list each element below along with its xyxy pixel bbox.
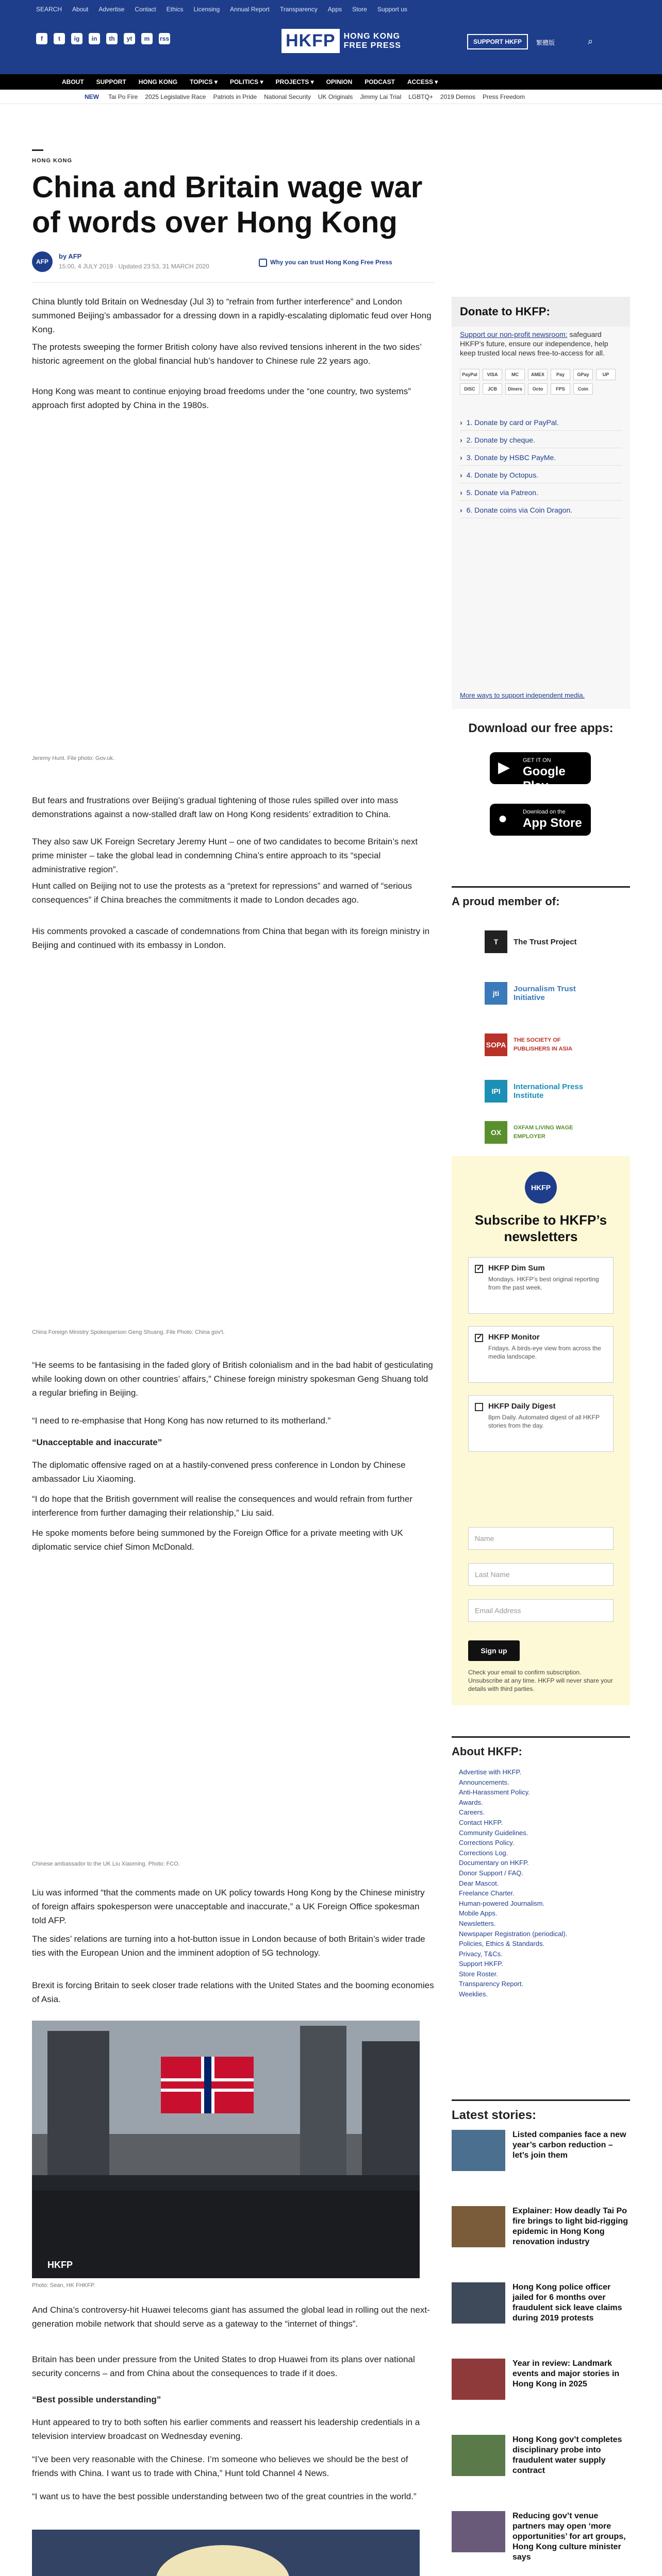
google-play-big: Google Play [523, 765, 566, 793]
story-title[interactable]: Hong Kong police officer jailed for 6 months over fraudulent sick leave claims during 2019 protests [512, 2283, 622, 2323]
newsletter-name: HKFP Daily Digest [488, 1402, 556, 1411]
article-byline [32, 246, 434, 277]
topic-ticker [0, 90, 662, 104]
google-pay-icon: GPay [573, 369, 593, 380]
article-paragraph: And China’s controversy-hit Huawei telecoms giant has assumed the global lead in rolling out the next-generation mobile network that should serve as a gateway to the “internet of things”. [32, 2305, 430, 2329]
article-subheading: “Unacceptable and inaccurate” [32, 1437, 162, 1447]
donate-option[interactable]: › 5. Donate via Patreon. [460, 483, 622, 501]
ticker-item[interactable]: National Security [264, 93, 311, 100]
amex-icon: AMEX [528, 369, 548, 380]
donate-intro-link[interactable]: Support our non-profit newsroom: [460, 330, 568, 338]
about-link[interactable]: Weeklies. [459, 1990, 488, 1998]
nav-item-topics[interactable]: TOPICS ▾ [190, 78, 218, 86]
article-paragraph: “I need to re-emphasise that Hong Kong has now returned to its motherland.” [32, 1416, 331, 1426]
sopa-icon: SOPA [485, 1033, 507, 1056]
checkbox-unchecked[interactable] [475, 1403, 483, 1411]
latest-story[interactable] [452, 2204, 630, 2258]
logo-tagline-line-2: FREE PRESS [343, 41, 401, 50]
checkbox-checked[interactable] [475, 1265, 483, 1273]
utility-link-apps[interactable]: Apps [327, 6, 342, 13]
newsletter-desc: Mondays. HKFP’s best original reporting from the past week. [488, 1276, 599, 1291]
ticker-item[interactable]: Patriots in Pride [213, 93, 257, 100]
apple-icon: ● [498, 810, 508, 827]
play-icon: ▶ [498, 759, 510, 776]
member-name: OXFAM LIVING WAGE EMPLOYER [514, 1125, 573, 1140]
about-link[interactable]: Careers. [459, 1808, 485, 1817]
latest-story[interactable] [452, 2128, 630, 2181]
member-name: Journalism Trust Initiative [514, 985, 576, 1002]
logo-tagline-line-1: HONG KONG [343, 31, 401, 41]
paypal-icon: PayPal [460, 369, 479, 380]
member-logo[interactable] [485, 1118, 598, 1147]
nav-item-support[interactable]: SUPPORT [96, 78, 126, 86]
email-input[interactable]: Email Address [468, 1599, 614, 1622]
story-thumbnail[interactable] [452, 2511, 505, 2552]
member-logo[interactable] [485, 1077, 598, 1106]
about-link[interactable]: Corrections Policy. [459, 1839, 515, 1847]
photo-watermark: HKFP [47, 2260, 73, 2270]
main-nav [0, 74, 662, 90]
coin-icon: Coin [573, 383, 593, 395]
article-category[interactable]: HONG KONG [32, 158, 73, 164]
more-ways-link[interactable]: More ways to support independent media. [460, 691, 585, 699]
about-link[interactable]: Documentary on HKFP. [459, 1859, 529, 1867]
site-logo[interactable] [282, 29, 401, 53]
google-play-small: GET IT ON [523, 757, 551, 764]
donate-option[interactable]: › 2. Donate by cheque. [460, 431, 622, 448]
newsletter-desc: 8pm Daily. Automated digest of all HKFP stories from the day. [488, 1414, 600, 1429]
member-name: International Press Institute [514, 1082, 584, 1100]
article-paragraph: The protests sweeping the former British colony have also revived tensions inherent in the two sides’ historic agreement on the global financial hub’s handover to Chinese rule 22 years ago. [32, 342, 422, 366]
about-link[interactable]: Community Guidelines. [459, 1828, 528, 1837]
donate-option[interactable]: › 1. Donate by card or PayPal. [460, 413, 622, 431]
checkbox-checked[interactable] [475, 1334, 483, 1342]
fps-icon: FPS [551, 383, 570, 395]
signup-button[interactable]: Sign up [468, 1640, 520, 1661]
article-subheading: “Best possible understanding” [32, 2395, 161, 2404]
newsletter-fine-print: Check your email to confirm subscription. Unsubscribe at any time. HKFP will never share your details with third parties. [468, 1669, 613, 1692]
google-play-button[interactable] [490, 752, 591, 793]
donate-option[interactable]: › 3. Donate by HSBC PayMe. [460, 448, 622, 466]
newsletter-option[interactable] [468, 1395, 614, 1452]
newsletter-desc: Fridays. A birds-eye view from across the media landscape. [488, 1345, 601, 1360]
jcb-icon: JCB [483, 383, 502, 395]
rss-icon[interactable]: rss [159, 33, 170, 44]
about-link[interactable]: Donor Support / FAQ. [459, 1869, 524, 1877]
latest-story[interactable] [452, 2280, 630, 2334]
about-link[interactable]: Advertise with HKFP. [459, 1768, 522, 1776]
name-input[interactable]: Name [468, 1527, 614, 1550]
nav-item-hong-kong[interactable]: HONG KONG [138, 78, 178, 86]
utility-link-ethics[interactable]: Ethics [166, 6, 184, 13]
article-paragraph: Hunt called on Beijing not to use the protests as a “pretext for repressions” and warned of “serious consequences” if China breaches the commitments it made to London decades ago. [32, 881, 412, 905]
article-headline: China and Britain wage war of words over Hong Kong [32, 171, 423, 239]
support-hkfp-button[interactable]: SUPPORT HKFP [467, 34, 528, 49]
article-paragraph: Hunt appeared to try to both soften his earlier comments and reassert his leadership credentials in a television interview broadcast on Wednesday evening. [32, 2417, 420, 2441]
about-link[interactable]: Anti-Harassment Policy. [459, 1788, 530, 1797]
story-title[interactable]: Reducing gov’t venue partners may open ‘more opportunities’ for art groups, Hong Kong culture minister says [512, 2512, 626, 2562]
about-title: About HKFP: [452, 1736, 630, 1758]
article-paragraph: Liu was informed “that the comments made on UK policy towards Hong Kong by the Chinese ministry of foreign affairs spokesperson were unacceptable and inaccurate,” a UK Foreign Office spokesman told AFP. [32, 1888, 425, 1925]
about-link[interactable]: Corrections Log. [459, 1849, 508, 1857]
logo-tagline [344, 32, 401, 50]
byline-divider [32, 282, 434, 283]
trust-link[interactable] [259, 259, 392, 267]
latest-story[interactable] [452, 2433, 630, 2486]
article-photo-liu [32, 1566, 420, 1855]
about-link[interactable]: Newspaper Registration (periodical). [459, 1929, 568, 1938]
latest-story[interactable] [452, 2509, 630, 2563]
about-link[interactable]: Freelance Charter. [459, 1889, 515, 1897]
utility-link-licensing[interactable]: Licensing [193, 6, 220, 13]
about-link[interactable]: Newsletters. [459, 1919, 496, 1927]
photo-caption: Photo: Sean, HK FHKFP. [32, 2282, 95, 2289]
donate-intro [460, 330, 622, 358]
utility-link-search[interactable]: SEARCH [36, 6, 62, 13]
donate-title: Donate to HKFP: [452, 297, 630, 327]
utility-link-about[interactable]: About [72, 6, 89, 13]
oxfam-icon: OX [485, 1121, 507, 1144]
last-name-input[interactable]: Last Name [468, 1563, 614, 1586]
nav-item-politics[interactable]: POLITICS ▾ [229, 78, 263, 86]
about-link[interactable]: Policies, Ethics & Standards. [459, 1940, 545, 1948]
donate-options [460, 413, 622, 518]
app-store-button[interactable] [490, 804, 591, 836]
category-rule [32, 149, 43, 151]
member-logo[interactable] [485, 927, 598, 956]
photo-caption: Chinese ambassador to the UK Liu Xiaoming. Photo: FCO. [32, 1861, 180, 1867]
about-link[interactable]: Support HKFP. [459, 1960, 503, 1968]
latest-story[interactable] [452, 2357, 630, 2410]
article-paragraph: He spoke moments before being summoned by the Foreign Office for a private meeting with UK diplomatic service chief Simon McDonald. [32, 1528, 403, 1552]
article-dates: 15:00, 4 JULY 2019 · Updated 23:53, 31 MARCH 2020 [59, 263, 209, 270]
ticker-item[interactable]: Tai Po Fire [108, 93, 138, 100]
about-link[interactable]: Contact HKFP. [459, 1818, 503, 1826]
unionpay-icon: UP [596, 369, 616, 380]
mastercard-icon: MC [505, 369, 525, 380]
twitter-icon[interactable]: t [54, 33, 65, 44]
youtube-icon[interactable]: yt [124, 33, 135, 44]
article-paragraph: They also saw UK Foreign Secretary Jeremy Hunt – one of two candidates to become Britain’s next prime minister – take the global lead in condemning China’s entire approach to its “special administrative region”. [32, 837, 418, 874]
member-name: The Trust Project [514, 937, 577, 946]
author-avatar[interactable]: AFP [32, 251, 53, 272]
ticker-item[interactable]: 2025 Legislative Race [145, 93, 206, 100]
trust-project-icon: T [485, 930, 507, 953]
apple-pay-icon: Pay [551, 369, 570, 380]
article-paragraph: China bluntly told Britain on Wednesday (Jul 3) to “refrain from further interference” and London summoned Beijing’s ambassador for a dressing down in a rapidly-escalating diplomatic feud over Hong Kong. [32, 297, 432, 334]
instagram-icon[interactable]: ig [71, 33, 82, 44]
member-logo[interactable] [485, 979, 598, 1008]
article-paragraph: “I do hope that the British government will realise the consequences and would refrain from further interference from further damaging their relationship,” Liu said. [32, 1494, 413, 1518]
article-paragraph: “I want us to have the best possible understanding between two of the great countries in the world.” [32, 2492, 417, 2501]
social-icons [36, 33, 170, 44]
ticker-item[interactable]: 2019 Demos [440, 93, 475, 100]
johnson-photo-graphic [32, 2530, 420, 2576]
article-paragraph: Hong Kong was meant to continue enjoying broad freedoms under the “one country, two systems” approach first adopted by China in the 1980s. [32, 386, 411, 410]
about-link[interactable]: Announcements. [459, 1778, 509, 1786]
app-store-small: Download on the [523, 809, 566, 815]
masthead [0, 18, 662, 74]
utility-link-store[interactable]: Store [352, 6, 367, 13]
hkfp-seal-icon: HKFP [525, 1172, 557, 1204]
nav-item-podcast[interactable]: PODCAST [365, 78, 395, 86]
nav-item-access[interactable]: ACCESS ▾ [407, 78, 438, 86]
ipi-icon: IPI [485, 1080, 507, 1103]
about-link[interactable]: Dear Mascot. [459, 1879, 499, 1887]
story-title[interactable]: Listed companies face a new year’s carbon reduction – let’s join them [512, 2130, 626, 2160]
search-icon[interactable]: ⌕ [588, 36, 593, 46]
article-paragraph: But fears and frustrations over Beijing’s gradual tightening of those rules spilled over into mass demonstrations against a now-stalled draft law on Hong Kong residents’ extradition to China. [32, 795, 399, 819]
article-paragraph: The diplomatic offensive raged on at a hastily-convened press conference in London by Chinese ambassador Liu Xiaoming. [32, 1460, 406, 1484]
article-paragraph: His comments provoked a cascade of condemnations from China that began with its foreign ministry in Beijing and continued with its embassy in London. [32, 926, 430, 950]
about-link[interactable]: Privacy, T&Cs. [459, 1950, 503, 1958]
about-link[interactable]: Transparency Report. [459, 1980, 524, 1988]
newsletter-name: HKFP Dim Sum [488, 1264, 545, 1273]
article-paragraph: Britain has been under pressure from the United States to drop Huawei from its plans over national security concerns – and from China about the consequences to trade if it does. [32, 2354, 415, 2378]
payment-methods [460, 369, 622, 395]
utility-link-support[interactable]: Support us [377, 6, 407, 13]
donate-intro-text: safeguard HKFP’s future, ensure our independence, help keep trusted local news free-to-access for all. [460, 330, 608, 357]
photo-caption: China Foreign Ministry Spokesperson Geng Shuang. File Photo: China gov't. [32, 1329, 225, 1335]
ticker-item[interactable]: LGBTQ+ [408, 93, 433, 100]
ticker-item[interactable]: UK Originals [318, 93, 353, 100]
ticker-item[interactable]: Jimmy Lai Trial [360, 93, 402, 100]
story-thumbnail[interactable] [452, 2130, 505, 2171]
story-title[interactable]: Explainer: How deadly Tai Po fire brings to light bid-rigging epidemic in Hong Kong renovation industry [512, 2207, 628, 2246]
protest-photo-graphic [32, 2021, 420, 2278]
donate-option[interactable]: › 6. Donate coins via Coin Dragon. [460, 501, 622, 518]
member-name: THE SOCIETY OF PUBLISHERS IN ASIA [514, 1037, 572, 1052]
newsletter-option[interactable] [468, 1257, 614, 1314]
article-paragraph: “I’ve been very reasonable with the Chinese. I’m someone who believes we should be the best of friends with China. I want us to trade with China,” Hunt told Channel 4 News. [32, 2454, 408, 2478]
utility-link-annual-report[interactable]: Annual Report [230, 6, 270, 13]
donate-option[interactable]: › 4. Donate by Octopus. [460, 466, 622, 483]
story-title[interactable]: Hong Kong gov’t completes disciplinary probe into fraudulent water supply contract [512, 2435, 622, 2475]
language-switch[interactable]: 繁體版 [536, 39, 555, 46]
diners-icon: Diners [505, 383, 525, 395]
about-link[interactable]: Mobile Apps. [459, 1909, 498, 1918]
newsletter-option[interactable] [468, 1326, 614, 1383]
photo-caption: Jeremy Hunt. File photo: Gov.uk. [32, 755, 114, 761]
ticker-items [108, 93, 525, 100]
ticker-item[interactable]: Press Freedom [482, 93, 525, 100]
nav-item-opinion[interactable]: OPINION [326, 78, 353, 86]
donate-widget [452, 297, 630, 709]
article-paragraph: “He seems to be fantasising in the faded glory of British colonialism and in the bad habit of gesticulating while looking down on other countries’ affairs,” Chinese foreign ministry spokesman Geng Shuang told a regular briefing in Beijing. [32, 1360, 433, 1398]
about-link[interactable]: Store Roster. [459, 1970, 498, 1978]
utility-link-contact[interactable]: Contact [135, 6, 156, 13]
mail-icon[interactable]: m [141, 33, 153, 44]
story-title[interactable]: Year in review: Landmark events and major stories in Hong Kong in 2025 [512, 2359, 620, 2388]
top-utility-bar [0, 0, 662, 18]
visa-icon: VISA [483, 369, 502, 380]
story-thumbnail[interactable] [452, 2359, 505, 2400]
octopus-icon: Octo [528, 383, 548, 395]
apps-title: Download our free apps: [468, 721, 614, 735]
about-link[interactable]: Human-powered Journalism. [459, 1899, 545, 1907]
about-link[interactable]: Awards. [459, 1798, 483, 1806]
about-links [459, 1767, 624, 1999]
member-logo[interactable] [485, 1030, 598, 1059]
utility-link-advertise[interactable]: Advertise [98, 6, 125, 13]
logo-mark: HKFP [282, 29, 340, 53]
story-thumbnail[interactable] [452, 2435, 505, 2476]
utility-links [36, 6, 407, 13]
article-paragraph: Brexit is forcing Britain to seek closer trade relations with the United States and the booming economies of Asia. [32, 1980, 434, 2004]
article-photo-hunt [32, 422, 420, 752]
app-store-big: App Store [523, 816, 582, 830]
discover-icon: DISC [460, 383, 479, 395]
newsletter-name: HKFP Monitor [488, 1333, 540, 1342]
author-name[interactable]: by AFP [59, 252, 82, 260]
nav-item-projects[interactable]: PROJECTS ▾ [275, 78, 314, 86]
jti-icon: jti [485, 982, 507, 1005]
newsletter-title: Subscribe to HKFP’s newsletters [474, 1212, 607, 1244]
facebook-icon[interactable]: f [36, 33, 47, 44]
nav-item-about[interactable]: ABOUT [62, 78, 84, 86]
member-title: A proud member of: [452, 886, 630, 908]
trust-link-label: Why you can trust Hong Kong Free Press [270, 259, 392, 266]
utility-link-transparency[interactable]: Transparency [279, 6, 318, 13]
article-photo-geng [32, 963, 420, 1319]
threads-icon[interactable]: th [106, 33, 118, 44]
shield-icon [259, 259, 267, 267]
story-thumbnail[interactable] [452, 2206, 505, 2247]
newsletter-widget [452, 1156, 630, 1705]
ticker-new-label: NEW [85, 93, 99, 100]
article-paragraph: The sides’ relations are turning into a hot-button issue in London because of both Britain’s wider trade ties with the European Union and the imminent adoption of 5G technology. [32, 1934, 425, 1958]
linkedin-icon[interactable]: in [89, 33, 100, 44]
latest-title: Latest stories: [452, 2099, 630, 2123]
story-thumbnail[interactable] [452, 2282, 505, 2324]
article-photo-johnson [32, 2530, 420, 2576]
article-photo-protest [32, 2021, 420, 2278]
